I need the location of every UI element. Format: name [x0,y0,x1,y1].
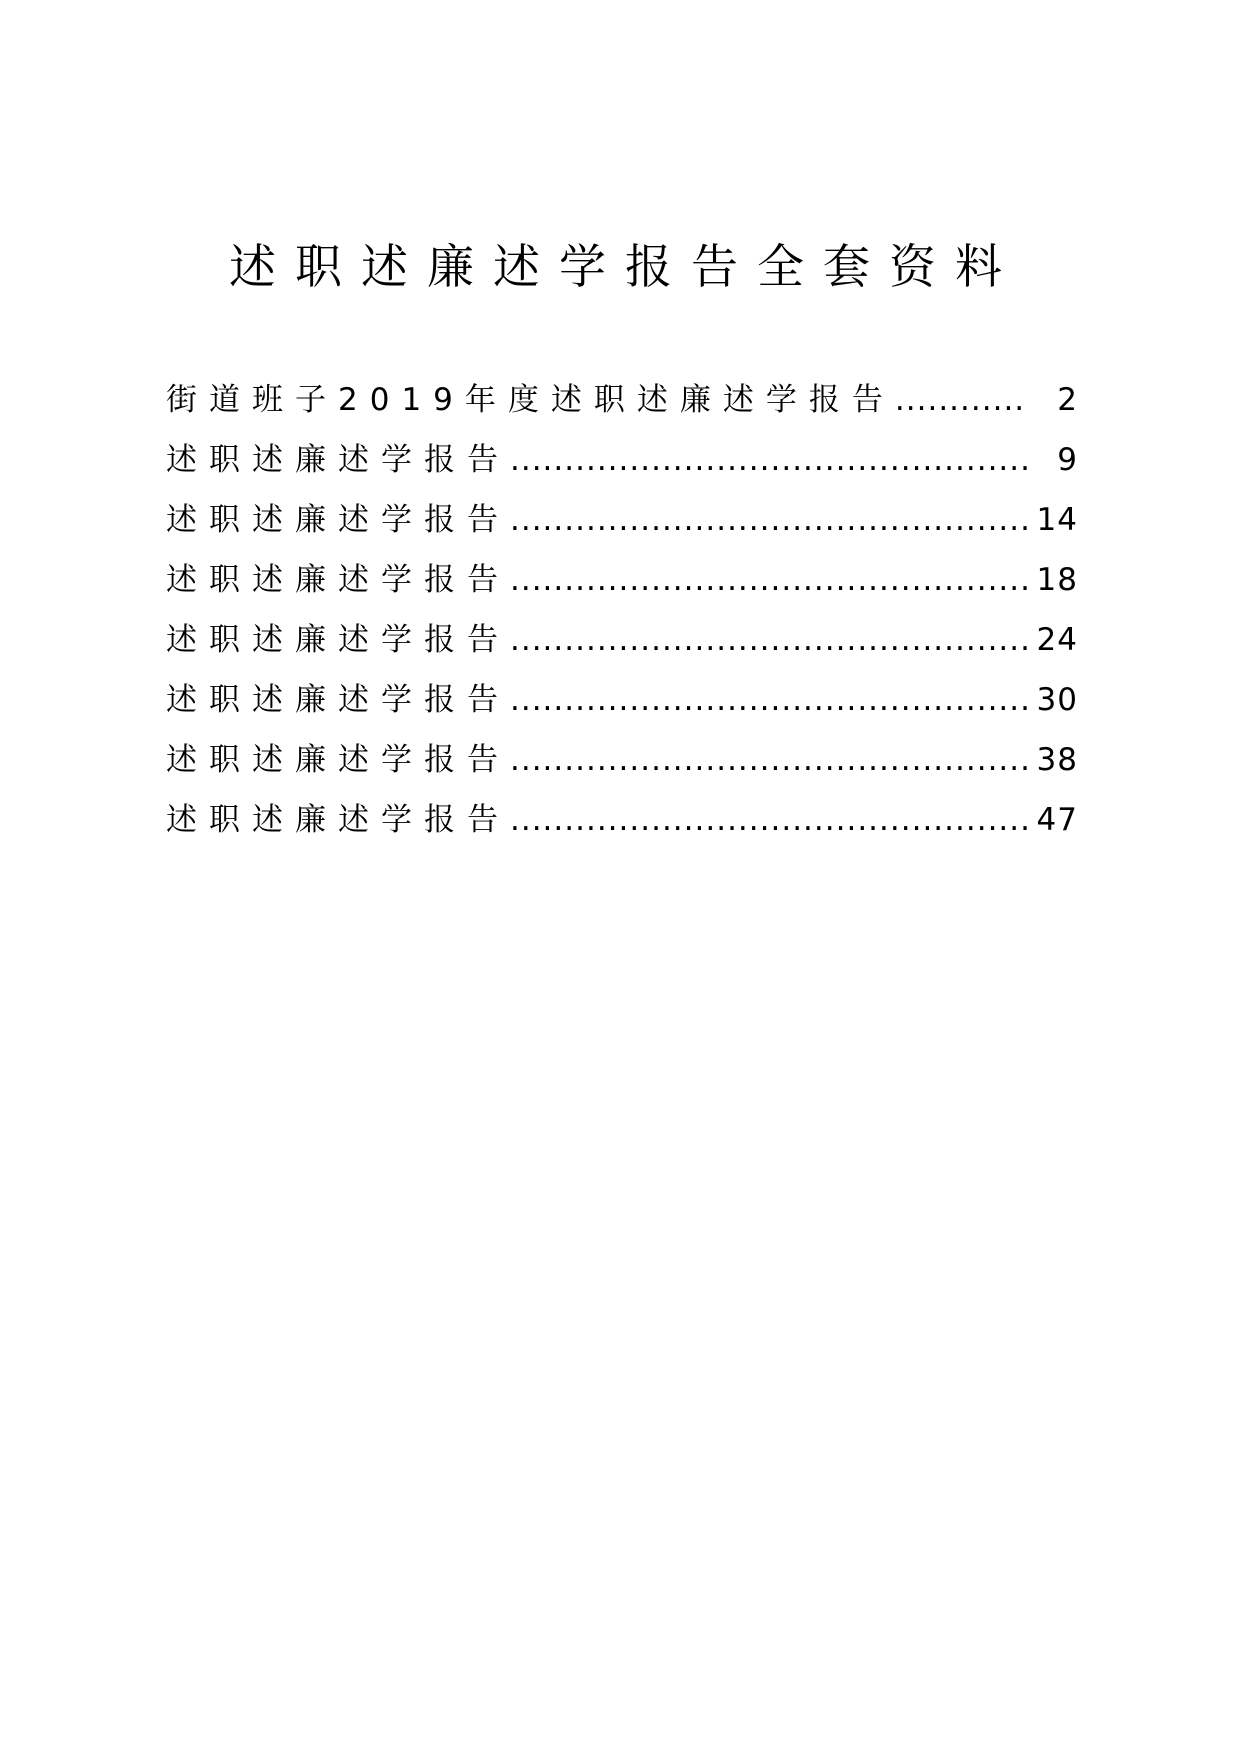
toc-page-number: 14 [1036,502,1078,538]
toc-entry-title: 述职述廉述学报告 [166,502,510,538]
toc-entry-title: 述职述廉述学报告 [166,562,510,598]
toc-entry[interactable] [166,670,1078,730]
toc-entry-title: 述职述廉述学报告 [166,682,510,718]
toc-page-number: 30 [1036,682,1078,718]
toc-dot-leader [510,730,1027,790]
toc-page-number: 24 [1036,622,1078,658]
toc-entry[interactable] [166,730,1078,790]
toc-page-number: 9 [1057,442,1078,478]
toc-entry[interactable] [166,610,1078,670]
toc-dot-leader [510,490,1027,550]
toc-entry-title: 街道班子2019年度述职述廉述学报告 [166,382,895,418]
toc-dot-leader [510,670,1027,730]
toc-entry-title: 述职述廉述学报告 [166,622,510,658]
toc-page-number: 2 [1057,382,1078,418]
toc-entry[interactable] [166,370,1078,430]
toc-dot-leader [510,430,1028,490]
toc-dot-leader [510,610,1027,670]
toc-entry-title: 述职述廉述学报告 [166,742,510,778]
toc-page-number: 18 [1036,562,1078,598]
toc-entry[interactable] [166,490,1078,550]
table-of-contents [166,370,1078,850]
toc-page-number: 38 [1036,742,1078,778]
toc-entry[interactable] [166,430,1078,490]
toc-entry[interactable] [166,550,1078,610]
toc-entry-title: 述职述廉述学报告 [166,802,510,838]
toc-entry[interactable] [166,790,1078,850]
toc-page-number: 47 [1036,802,1078,838]
toc-dot-leader [895,370,1028,430]
toc-entry-title: 述职述廉述学报告 [166,442,510,478]
toc-dot-leader [510,550,1027,610]
toc-dot-leader [510,790,1027,850]
document-title: 述职述廉述学报告全套资料 [229,240,1021,295]
